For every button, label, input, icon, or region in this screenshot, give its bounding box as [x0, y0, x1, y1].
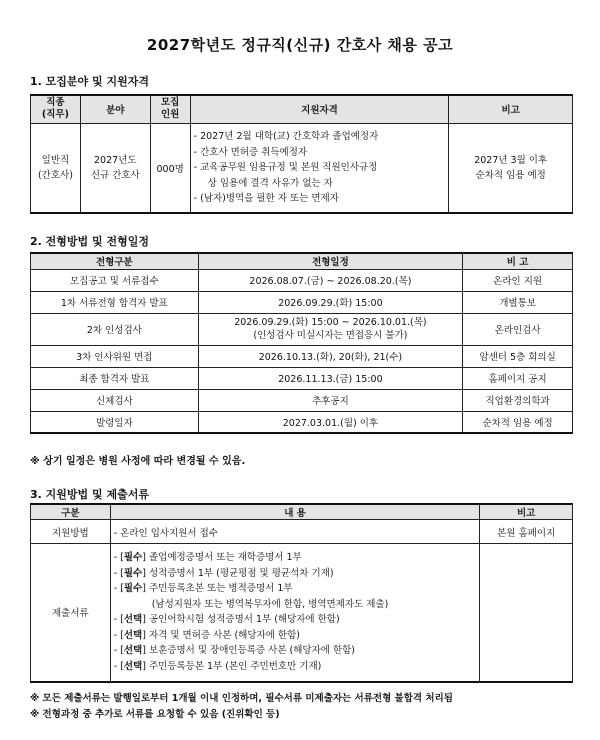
doc-item-tag: 선택	[123, 645, 143, 657]
header-role: 직종 (직무)	[31, 95, 81, 123]
doc-item	[114, 643, 477, 659]
schedule-cell: 2026.09.29.(화) 15:00	[198, 291, 463, 313]
docs-note-cell	[480, 544, 573, 682]
doc-item-text: ] 주민등록등본 1부 (본인 주민번호만 기재)	[142, 660, 322, 672]
doc-item	[114, 581, 477, 597]
schedule-cell: 2026.09.29.(화) 15:00 ~ 2026.10.01.(목) (인성검사 미실시자는 면접응시 불가)	[198, 313, 463, 345]
doc-item	[114, 597, 477, 613]
note-cell: 암센터 5층 회의실	[463, 345, 573, 367]
doc-item-text: ] 자격 및 면허증 사본 (해당자에 한함)	[142, 629, 300, 641]
qualification-table	[30, 94, 573, 214]
count-cell: 000명	[150, 123, 190, 213]
header-note: 비 고	[463, 253, 573, 269]
schedule-cell: 2026.10.13.(화), 20(화), 21(수)	[198, 345, 463, 367]
docs-category-cell: 제출서류	[31, 544, 111, 682]
header-note: 비고	[480, 504, 573, 520]
doc-item-prefix: - [	[113, 629, 124, 641]
stage-cell: 모집공고 및 서류접수	[31, 269, 199, 291]
method-category-cell: 지원방법	[31, 520, 111, 544]
table-header-row	[31, 95, 573, 123]
doc-item	[114, 550, 477, 566]
table-row	[31, 291, 573, 313]
header-count: 모집 인원	[150, 95, 190, 123]
stage-cell: 발령일자	[31, 411, 199, 433]
section-2-heading: 2. 전형방법 및 전형일정	[30, 235, 149, 248]
header-content: 내 용	[110, 504, 480, 520]
role-cell: 일반직 (간호사)	[31, 123, 81, 213]
doc-item-tag: 선택	[123, 614, 143, 626]
documents-footnote: ※ 모든 제출서류는 발행일로부터 1개월 이내 인정하며, 필수서류 미제출자는 서류전형 불합격 처리됨	[30, 693, 453, 704]
doc-item-text: ] 졸업예정증명서 또는 재학증명서 1부	[142, 552, 302, 564]
stage-cell: 최종 합격자 발표	[31, 367, 199, 389]
qualification-line: 상 임용에 결격 사유가 없는 자	[207, 177, 333, 189]
qualification-line: - 교육공무원 임용규정 및 본원 직원인사규정	[193, 162, 378, 173]
stage-cell: 신체검사	[31, 389, 199, 411]
doc-item-tag: 필수	[123, 583, 143, 595]
schedule-cell: 2026.11.13.(금) 15:00	[198, 367, 463, 389]
table-header-row	[31, 253, 573, 269]
schedule-footnote: ※ 상기 일정은 병원 사정에 따라 변경될 수 있음.	[30, 456, 246, 467]
doc-item-tag: 선택	[123, 660, 143, 672]
doc-item	[114, 628, 477, 644]
doc-item-tag: 필수	[123, 567, 143, 579]
doc-item-text: ] 주민등록초본 또는 병적증명서 1부	[142, 583, 293, 595]
schedule-cell: 추후공지	[198, 389, 463, 411]
section-1-heading: 1. 모집분야 및 지원자격	[30, 75, 149, 88]
note-cell: 순차적 임용 예정	[463, 411, 573, 433]
doc-item	[114, 659, 477, 675]
note-cell: 2027년 3월 이후 순차적 임용 예정	[449, 123, 573, 213]
table-header-row	[31, 504, 573, 520]
doc-item-prefix: - [	[113, 583, 124, 595]
header-category: 구분	[31, 504, 111, 520]
stage-cell: 3차 인사위원 면접	[31, 345, 199, 367]
doc-item-text: ] 보훈증명서 및 장애인등록증 사본 (해당자에 한함)	[142, 645, 356, 657]
schedule-cell: 2027.03.01.(월) 이후	[198, 411, 463, 433]
stage-cell: 2차 인성검사	[31, 313, 199, 345]
doc-item-tag: 선택	[123, 629, 143, 641]
documents-table	[30, 503, 573, 683]
header-stage: 전형구분	[31, 253, 199, 269]
stage-cell: 1차 서류전형 합격자 발표	[31, 291, 199, 313]
doc-item-text: ] 공인어학시험 성적증명서 1부 (해당자에 한함)	[142, 614, 340, 626]
schedule-cell: 2026.08.07.(금) ~ 2026.08.20.(목)	[198, 269, 463, 291]
qualification-line: - (남자)병역을 필한 자 또는 면제자	[193, 193, 339, 204]
qualification-line: - 간호사 면허증 취득예정자	[193, 146, 308, 158]
doc-item-prefix: - [	[113, 614, 124, 626]
table-row	[31, 123, 573, 213]
header-field: 분야	[80, 95, 150, 123]
qualification-line: - 2027년 2월 대학(교) 간호학과 졸업예정자	[193, 131, 379, 142]
table-row	[31, 345, 573, 367]
note-cell: 개별통보	[463, 291, 573, 313]
table-row	[31, 389, 573, 411]
schedule-table	[30, 252, 573, 434]
page-title: 2027학년도 정규직(신규) 간호사 채용 공고	[146, 36, 454, 54]
doc-item-prefix: - [	[113, 660, 124, 672]
header-schedule: 전형일정	[198, 253, 463, 269]
header-qualification: 지원자격	[190, 95, 449, 123]
field-cell: 2027년도 신규 간호사	[80, 123, 150, 213]
note-cell: 온라인검사	[463, 313, 573, 345]
method-content-cell: - 온라인 입사지원서 접수	[110, 520, 480, 544]
table-row	[31, 520, 573, 544]
documents-footnote: ※ 전형과정 중 추가로 서류를 요청할 수 있음 (진위확인 등)	[30, 709, 280, 720]
note-cell: 직업환경의학과	[463, 389, 573, 411]
doc-item-text: (남성지원자 또는 병역복무자에 한함, 병역면제자도 제출)	[151, 598, 389, 610]
note-cell: 온라인 지원	[463, 269, 573, 291]
doc-item	[114, 612, 477, 628]
section-3-heading: 3. 지원방법 및 제출서류	[30, 488, 149, 501]
doc-item-prefix: - [	[113, 552, 124, 564]
table-row	[31, 411, 573, 433]
doc-item-tag: 필수	[123, 552, 143, 564]
docs-content-cell	[110, 544, 480, 682]
table-row	[31, 269, 573, 291]
table-row	[31, 544, 573, 682]
table-row	[31, 367, 573, 389]
table-row	[31, 313, 573, 345]
method-note-cell: 본원 홈페이지	[480, 520, 573, 544]
doc-item-text: ] 성적증명서 1부 (평균평점 및 평균석차 기재)	[142, 567, 334, 579]
doc-item	[114, 566, 477, 582]
note-cell: 홈페이지 공지	[463, 367, 573, 389]
doc-item-prefix: - [	[113, 645, 124, 657]
doc-item-prefix: - [	[113, 567, 124, 579]
header-note: 비고	[449, 95, 573, 123]
qualification-cell	[190, 123, 449, 213]
